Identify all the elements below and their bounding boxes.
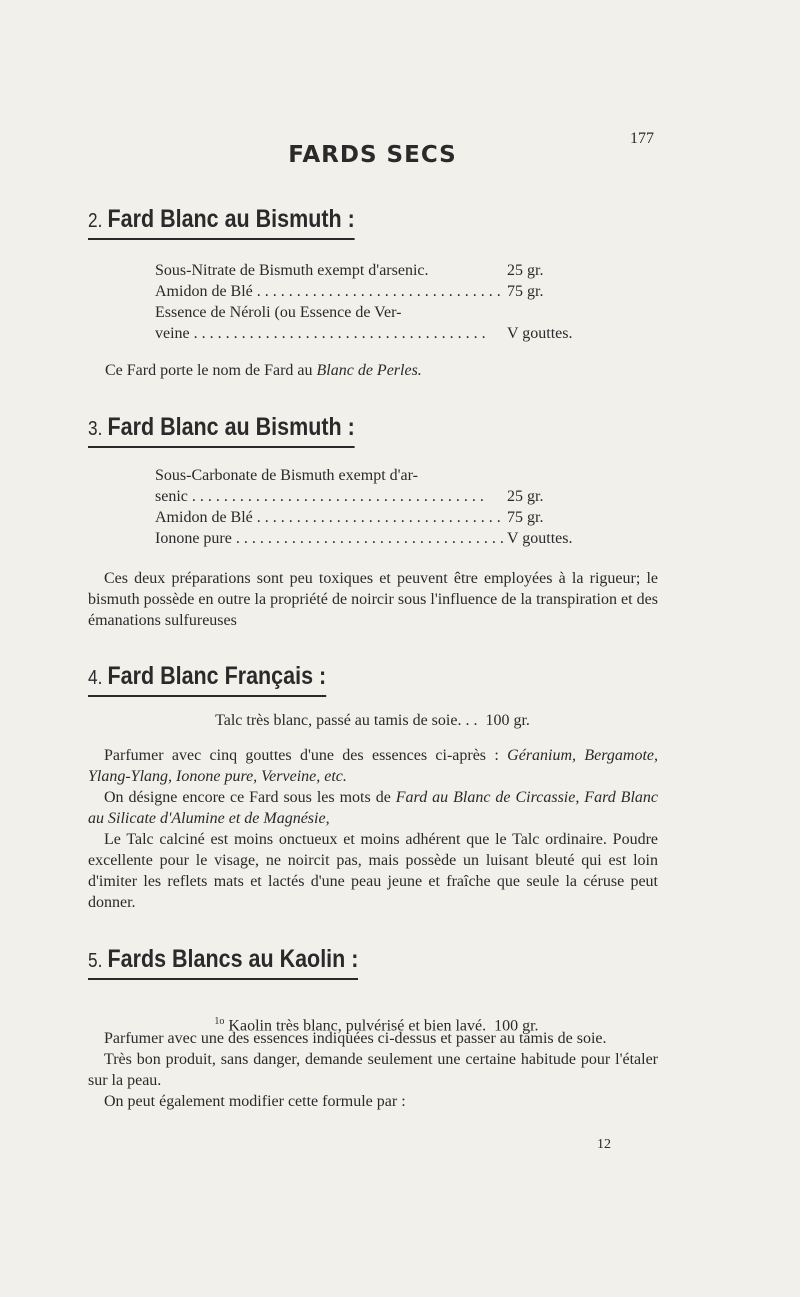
section-2-title: Fard Blanc au Bismuth :	[107, 205, 355, 233]
paragraph: Parfumer avec une des essences indiquées ci-dessus et passer au tamis de soie.	[104, 1030, 607, 1047]
recipe-row	[155, 465, 572, 486]
recipe-qty: V gouttes.	[507, 325, 573, 342]
recipe-item: Sous-Carbonate de Bismuth exempt d'ar-	[155, 467, 418, 484]
recipe-item: Amidon de Blé . . .	[155, 507, 505, 528]
recipe-item: Amidon de Blé . . .	[155, 281, 505, 302]
section-2-note-italic: Blanc de Perles.	[316, 362, 422, 379]
section-5-text	[88, 1028, 658, 1112]
section-4-title: Fard Blanc Français :	[107, 662, 327, 690]
section-4-text	[88, 745, 658, 913]
section-4-heading	[88, 662, 326, 697]
recipe-item: senic . . .	[155, 486, 505, 507]
section-3-title: Fard Blanc au Bismuth :	[107, 413, 355, 441]
section-3-paragraph	[88, 568, 658, 631]
paragraph: Ces deux préparations sont peu toxiques et peuvent être employées à la rigueur; le bismuth possède en outre la propriété de noircir sous l'influence de la transpiration et des émanations sulfureuses	[88, 570, 658, 629]
recipe-row	[155, 486, 572, 507]
recipe-row	[155, 260, 572, 281]
recipe-qty: 25 gr.	[507, 488, 544, 505]
paragraph: Très bon produit, sans danger, demande seulement une certaine habitude pour l'étaler sur la peau.	[88, 1051, 658, 1089]
recipe-qty: 75 gr.	[507, 283, 544, 300]
formula-text: Kaolin très blanc, pulvérisé et bien lavé. 100 gr.	[224, 1017, 539, 1035]
recipe-row	[155, 323, 572, 344]
recipe-row	[155, 507, 572, 528]
paragraph: Le Talc calciné est moins onctueux et moins adhérent que le Talc ordinaire. Poudre excellente pour le visage, ne noircit pas, mais possède un luisant bleuté qui est loin d'imiter les reflets mats et lactés d'une peau jeune et fraîche que seule la céruse peut donner.	[88, 831, 658, 911]
paragraph-italic: Fard au Blanc de Circassie, Fard Blanc au Silicate d'Alumine et de Magnésie,	[88, 789, 659, 827]
recipe-row	[155, 528, 572, 549]
section-3-number: 3.	[88, 418, 103, 440]
paragraph-italic: Géranium, Bergamote, Ylang-Ylang, Ionone pure, Verveine, etc.	[88, 747, 659, 785]
section-2-recipe	[155, 260, 572, 344]
section-5-number: 5.	[88, 950, 103, 972]
recipe-row	[155, 281, 572, 302]
section-5-title: Fards Blancs au Kaolin :	[107, 945, 359, 973]
section-5-heading	[88, 945, 358, 980]
section-3-recipe	[155, 465, 572, 549]
recipe-item: Ionone pure . . .	[155, 528, 505, 549]
recipe-item: Essence de Néroli (ou Essence de Ver-	[155, 304, 402, 321]
recipe-qty: 75 gr.	[507, 509, 544, 526]
recipe-qty: V gouttes.	[507, 530, 573, 547]
paragraph-text: On désigne encore ce Fard sous les mots de	[104, 789, 396, 806]
section-3-heading	[88, 413, 355, 448]
recipe-qty: 25 gr.	[507, 262, 544, 279]
running-title: FARDS SECS	[288, 142, 457, 168]
recipe-item: veine . . .	[155, 323, 505, 344]
paragraph	[88, 787, 658, 829]
formula-number: 1o	[214, 1016, 225, 1027]
section-2-number: 2.	[88, 210, 103, 232]
paragraph-text: Parfumer avec cinq gouttes d'une des essences ci-après :	[104, 747, 508, 764]
section-4-number: 4.	[88, 667, 103, 689]
section-4-formula: Talc très blanc, passé au tamis de soie. . . 100 gr.	[215, 712, 530, 729]
recipe-row	[155, 302, 572, 323]
section-2-note	[105, 360, 675, 381]
section-2-note-text: Ce Fard porte le nom de Fard au	[105, 362, 317, 379]
signature-mark: 12	[597, 1137, 611, 1152]
paragraph: On peut également modifier cette formule par :	[104, 1093, 406, 1110]
paragraph	[88, 745, 658, 787]
page-number: 177	[630, 130, 654, 147]
recipe-item: Sous-Nitrate de Bismuth exempt d'arsenic.	[155, 262, 429, 279]
section-2-heading	[88, 205, 355, 240]
